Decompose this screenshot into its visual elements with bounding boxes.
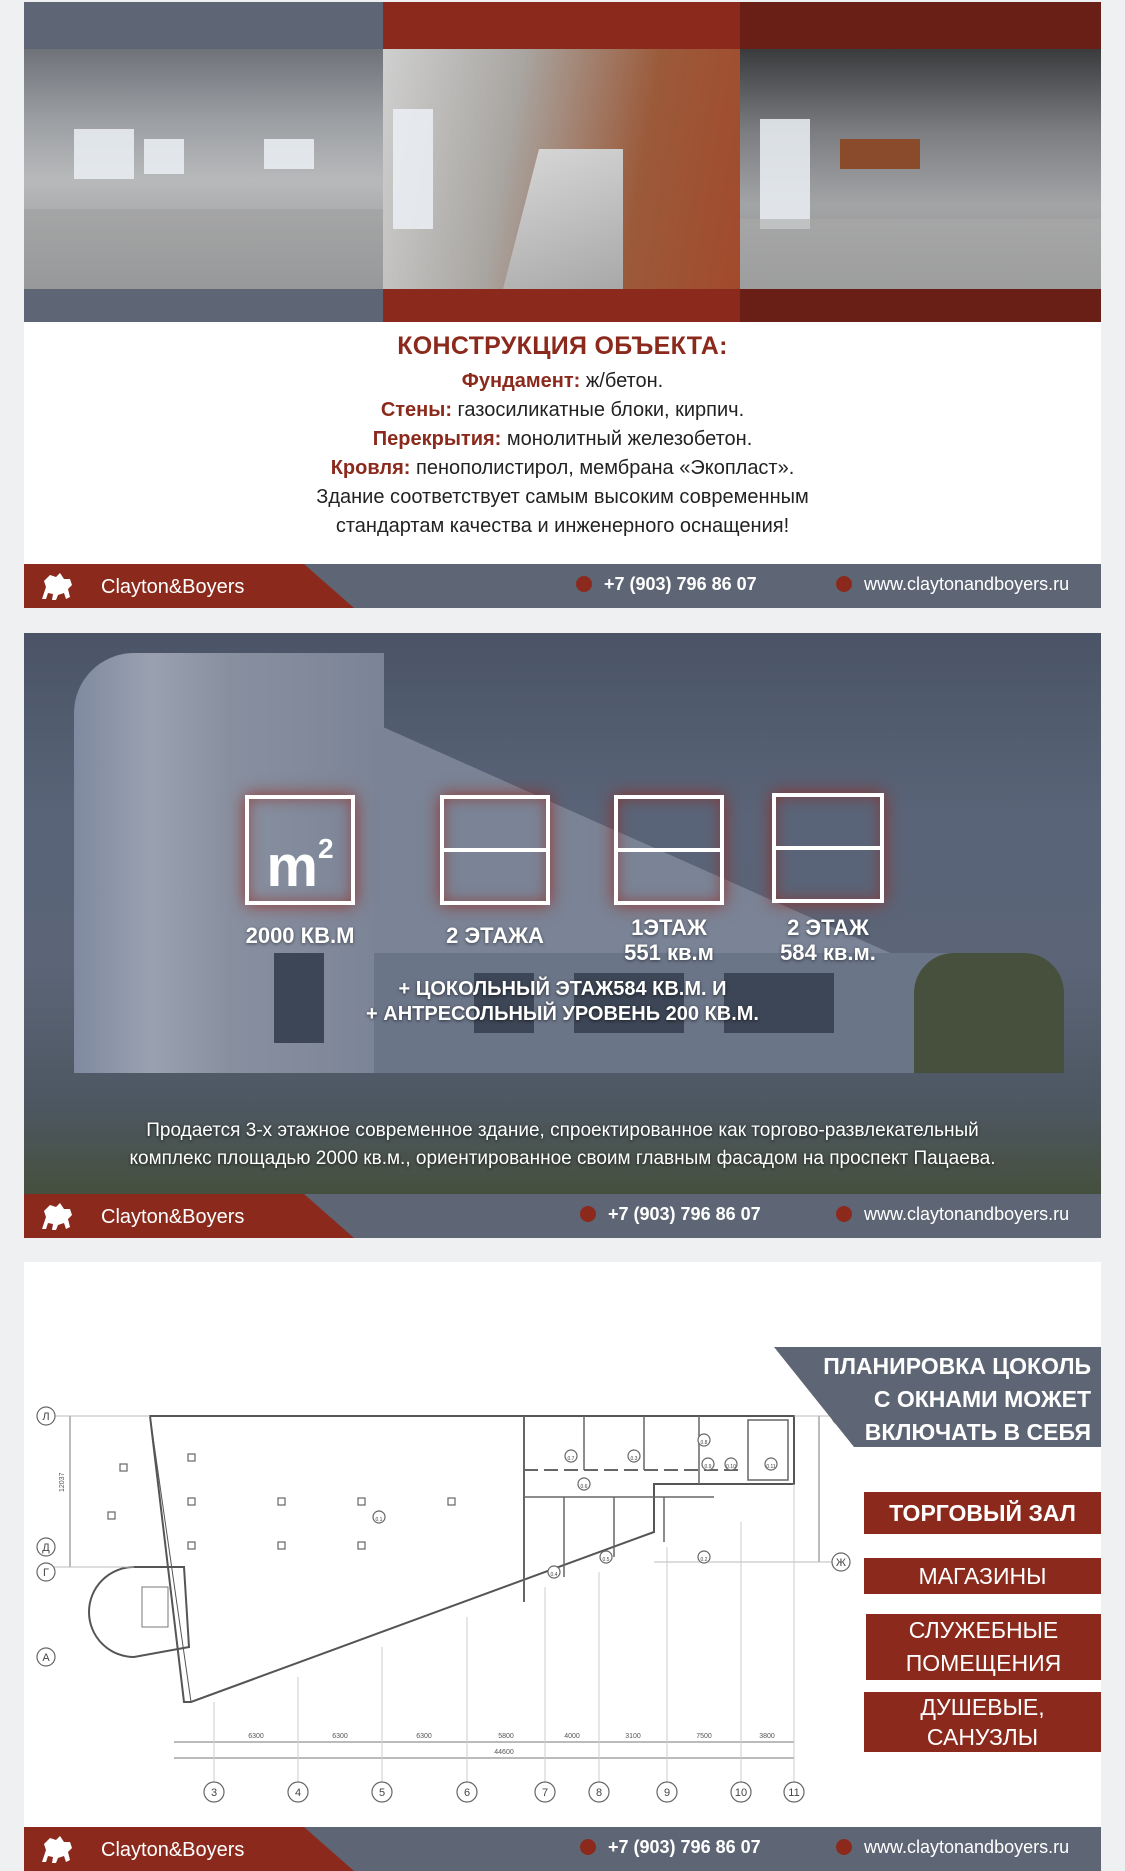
m2-symbol xyxy=(249,799,351,901)
floor2-area: 584 кв.м. xyxy=(780,940,876,965)
floor1-name: 1ЭТАЖ xyxy=(631,915,707,940)
axis-marker xyxy=(832,1553,850,1571)
website-text: www.claytonandboyers.ru xyxy=(864,1204,1070,1224)
row-label: Стены: xyxy=(380,399,452,421)
note-line-1: Здание соответствует самым высоким современным xyxy=(316,486,809,508)
axis-marker xyxy=(37,1648,55,1666)
axis-marker xyxy=(535,1782,555,1802)
floor2-icon xyxy=(772,793,884,903)
construction-text xyxy=(24,332,1101,541)
svg-text:Л: Л xyxy=(42,1411,50,1423)
bottom-axis-markers xyxy=(204,1782,804,1802)
dimension-label: 7500 xyxy=(696,1733,712,1740)
footer-phone[interactable] xyxy=(580,1204,761,1225)
basement-note: + ЦОКОЛЬНЫЙ ЭТАЖ584 КВ.М. И xyxy=(398,978,727,1000)
svg-text:0.7: 0.7 xyxy=(567,1456,575,1462)
website-text: www.claytonandboyers.ru xyxy=(864,1837,1070,1857)
svg-text:0.1: 0.1 xyxy=(375,1517,383,1523)
svg-text:5: 5 xyxy=(378,1787,386,1799)
description-line-2: комплекс площадью 2000 кв.м., ориентированное своим главным фасадом на проспект Пацаева. xyxy=(129,1148,996,1169)
svg-text:7: 7 xyxy=(541,1787,549,1799)
dimension-labels xyxy=(59,1472,775,1756)
plan-title xyxy=(791,1350,1091,1449)
slide-footer xyxy=(24,1194,1101,1238)
plan-title-line: ВКЛЮЧАТЬ В СЕБЯ xyxy=(864,1419,1091,1445)
row-label: Кровля: xyxy=(330,457,411,479)
svg-text:0.2: 0.2 xyxy=(700,1557,708,1563)
svg-text:3: 3 xyxy=(210,1787,218,1799)
footer-phone[interactable] xyxy=(580,1837,761,1858)
svg-text:0.8: 0.8 xyxy=(700,1440,708,1446)
axis-marker xyxy=(657,1782,677,1802)
slide-footer xyxy=(24,564,1101,608)
footer-brand: Clayton&Boyers xyxy=(101,576,245,598)
room-number xyxy=(600,1551,612,1563)
dimension-label: 4000 xyxy=(564,1733,580,1740)
axis-marker xyxy=(731,1782,751,1802)
plan-title-line: С ОКНАМИ МОЖЕТ xyxy=(873,1386,1091,1412)
building-description xyxy=(24,1117,1101,1173)
svg-text:А: А xyxy=(42,1652,50,1664)
m2-sup: 2 xyxy=(318,833,334,864)
axis-marker xyxy=(204,1782,224,1802)
axis-marker xyxy=(372,1782,392,1802)
room-number xyxy=(702,1458,714,1470)
interior-photo-corridor xyxy=(740,49,1101,289)
tag-trading-hall: ТОРГОВЫЙ ЗАЛ xyxy=(864,1492,1101,1534)
row-label: Перекрытия: xyxy=(372,428,502,450)
footer-phone[interactable] xyxy=(576,574,757,595)
svg-text:0.10: 0.10 xyxy=(726,1464,736,1470)
axis-marker xyxy=(784,1782,804,1802)
svg-text:0.6: 0.6 xyxy=(580,1484,588,1490)
tag-shops: МАГАЗИНЫ xyxy=(864,1558,1101,1594)
tag-line: ДУШЕВЫЕ, xyxy=(920,1694,1045,1720)
room-number xyxy=(698,1434,710,1446)
svg-text:8: 8 xyxy=(595,1787,603,1799)
interior-photo-staircase xyxy=(383,49,740,289)
area-m2-icon xyxy=(245,795,355,905)
row-value: монолитный железобетон. xyxy=(501,428,753,450)
dimension-label: 6300 xyxy=(416,1733,432,1740)
row-value: пенополистирол, мембрана «Экопласт». xyxy=(410,457,795,479)
svg-text:0.11: 0.11 xyxy=(766,1464,776,1470)
footer-website-link[interactable] xyxy=(836,1204,1069,1225)
bullet-icon xyxy=(836,1839,852,1855)
svg-text:10: 10 xyxy=(734,1787,748,1799)
room-number xyxy=(765,1458,777,1470)
bullet-icon xyxy=(836,576,852,592)
svg-text:11: 11 xyxy=(788,1787,800,1799)
tag-line: СЛУЖЕБНЫЕ xyxy=(908,1617,1059,1643)
footer-brand: Clayton&Boyers xyxy=(101,1206,245,1228)
room-number xyxy=(373,1511,385,1523)
row-roof xyxy=(24,454,1101,483)
website-text: www.claytonandboyers.ru xyxy=(864,574,1070,594)
lion-logo-icon xyxy=(36,569,78,603)
axis-marker xyxy=(37,1538,55,1556)
row-label: Фундамент: xyxy=(461,370,581,392)
svg-text:Ж: Ж xyxy=(835,1557,847,1569)
floor2-label xyxy=(738,915,918,965)
room-number xyxy=(698,1551,710,1563)
row-walls xyxy=(24,396,1101,425)
svg-text:6: 6 xyxy=(463,1787,471,1799)
lion-logo-icon xyxy=(36,1199,78,1233)
slide-building-facts xyxy=(24,633,1101,1238)
description-line-1: Продается 3-х этажное современное здание, спроектированное как торгово-развлекательный xyxy=(146,1120,979,1141)
room-number xyxy=(565,1450,577,1462)
floor1-icon xyxy=(614,795,724,905)
dimension-label: 5800 xyxy=(498,1733,514,1740)
footer-website-link[interactable] xyxy=(836,574,1069,595)
total-area-label: 2000 КВ.М xyxy=(245,923,355,948)
phone-text: +7 (903) 796 86 07 xyxy=(604,574,757,594)
room-number xyxy=(628,1450,640,1462)
photo-strip xyxy=(24,2,1101,322)
bullet-icon xyxy=(580,1206,596,1222)
row-foundation xyxy=(24,367,1101,396)
dimension-label: 3100 xyxy=(625,1733,641,1740)
tag-service-rooms xyxy=(866,1614,1101,1680)
dimension-label: 3800 xyxy=(759,1733,775,1740)
tag-showers-toilets xyxy=(864,1692,1101,1752)
slide-construction xyxy=(24,2,1101,608)
basement-floor-plan xyxy=(24,1372,847,1812)
room-number xyxy=(578,1478,590,1490)
svg-text:0.3: 0.3 xyxy=(630,1456,638,1462)
bullet-icon xyxy=(576,576,592,592)
axis-marker xyxy=(589,1782,609,1802)
footer-website-link[interactable] xyxy=(836,1837,1069,1858)
floors-icon xyxy=(440,795,550,905)
slide-floor-plan xyxy=(24,1262,1101,1871)
floors-count-label: 2 ЭТАЖА xyxy=(446,923,544,948)
room-labels xyxy=(373,1434,777,1578)
mezzanine-note: + АНТРЕСОЛЬНЫЙ УРОВЕНЬ 200 КВ.М. xyxy=(366,1003,759,1025)
axis-marker xyxy=(37,1407,55,1425)
m2-text: m xyxy=(266,834,318,899)
floor1-area: 551 кв.м xyxy=(624,940,714,965)
floor1-label xyxy=(579,915,759,965)
svg-text:Д: Д xyxy=(42,1542,50,1554)
height-dimension-label: 12037 xyxy=(59,1472,66,1492)
construction-title: КОНСТРУКЦИЯ ОБЪЕКТА: xyxy=(397,332,728,360)
footer-brand: Clayton&Boyers xyxy=(101,1839,245,1861)
phone-text: +7 (903) 796 86 07 xyxy=(608,1837,761,1857)
room-number xyxy=(725,1458,737,1470)
plan-title-line: ПЛАНИРОВКА ЦОКОЛЬ xyxy=(823,1353,1091,1379)
note-line-2: стандартам качества и инженерного оснащения! xyxy=(335,515,790,537)
axis-marker xyxy=(37,1563,55,1581)
svg-text:4: 4 xyxy=(294,1787,302,1799)
room-number xyxy=(548,1566,560,1578)
row-floors xyxy=(24,425,1101,454)
slide-footer xyxy=(24,1827,1101,1871)
svg-text:0.4: 0.4 xyxy=(550,1572,558,1578)
phone-text: +7 (903) 796 86 07 xyxy=(608,1204,761,1224)
axis-marker xyxy=(457,1782,477,1802)
svg-text:0.5: 0.5 xyxy=(602,1557,610,1563)
axis-marker xyxy=(288,1782,308,1802)
building-photo xyxy=(74,653,1074,1113)
tag-line: ПОМЕЩЕНИЯ xyxy=(905,1650,1062,1676)
dimension-label: 6300 xyxy=(332,1733,348,1740)
interior-photo-hall xyxy=(24,49,383,289)
total-dimension-label: 44600 xyxy=(494,1749,514,1756)
svg-text:0.9: 0.9 xyxy=(704,1464,712,1470)
lion-logo-icon xyxy=(36,1832,78,1866)
bullet-icon xyxy=(580,1839,596,1855)
svg-text:Г: Г xyxy=(43,1567,49,1579)
floor2-name: 2 ЭТАЖ xyxy=(787,915,869,940)
tag-line: САНУЗЛЫ xyxy=(926,1724,1039,1750)
dimension-label: 6300 xyxy=(248,1733,264,1740)
row-value: ж/бетон. xyxy=(580,370,664,392)
row-value: газосиликатные блоки, кирпич. xyxy=(452,399,745,421)
bullet-icon xyxy=(836,1206,852,1222)
svg-text:9: 9 xyxy=(663,1787,671,1799)
